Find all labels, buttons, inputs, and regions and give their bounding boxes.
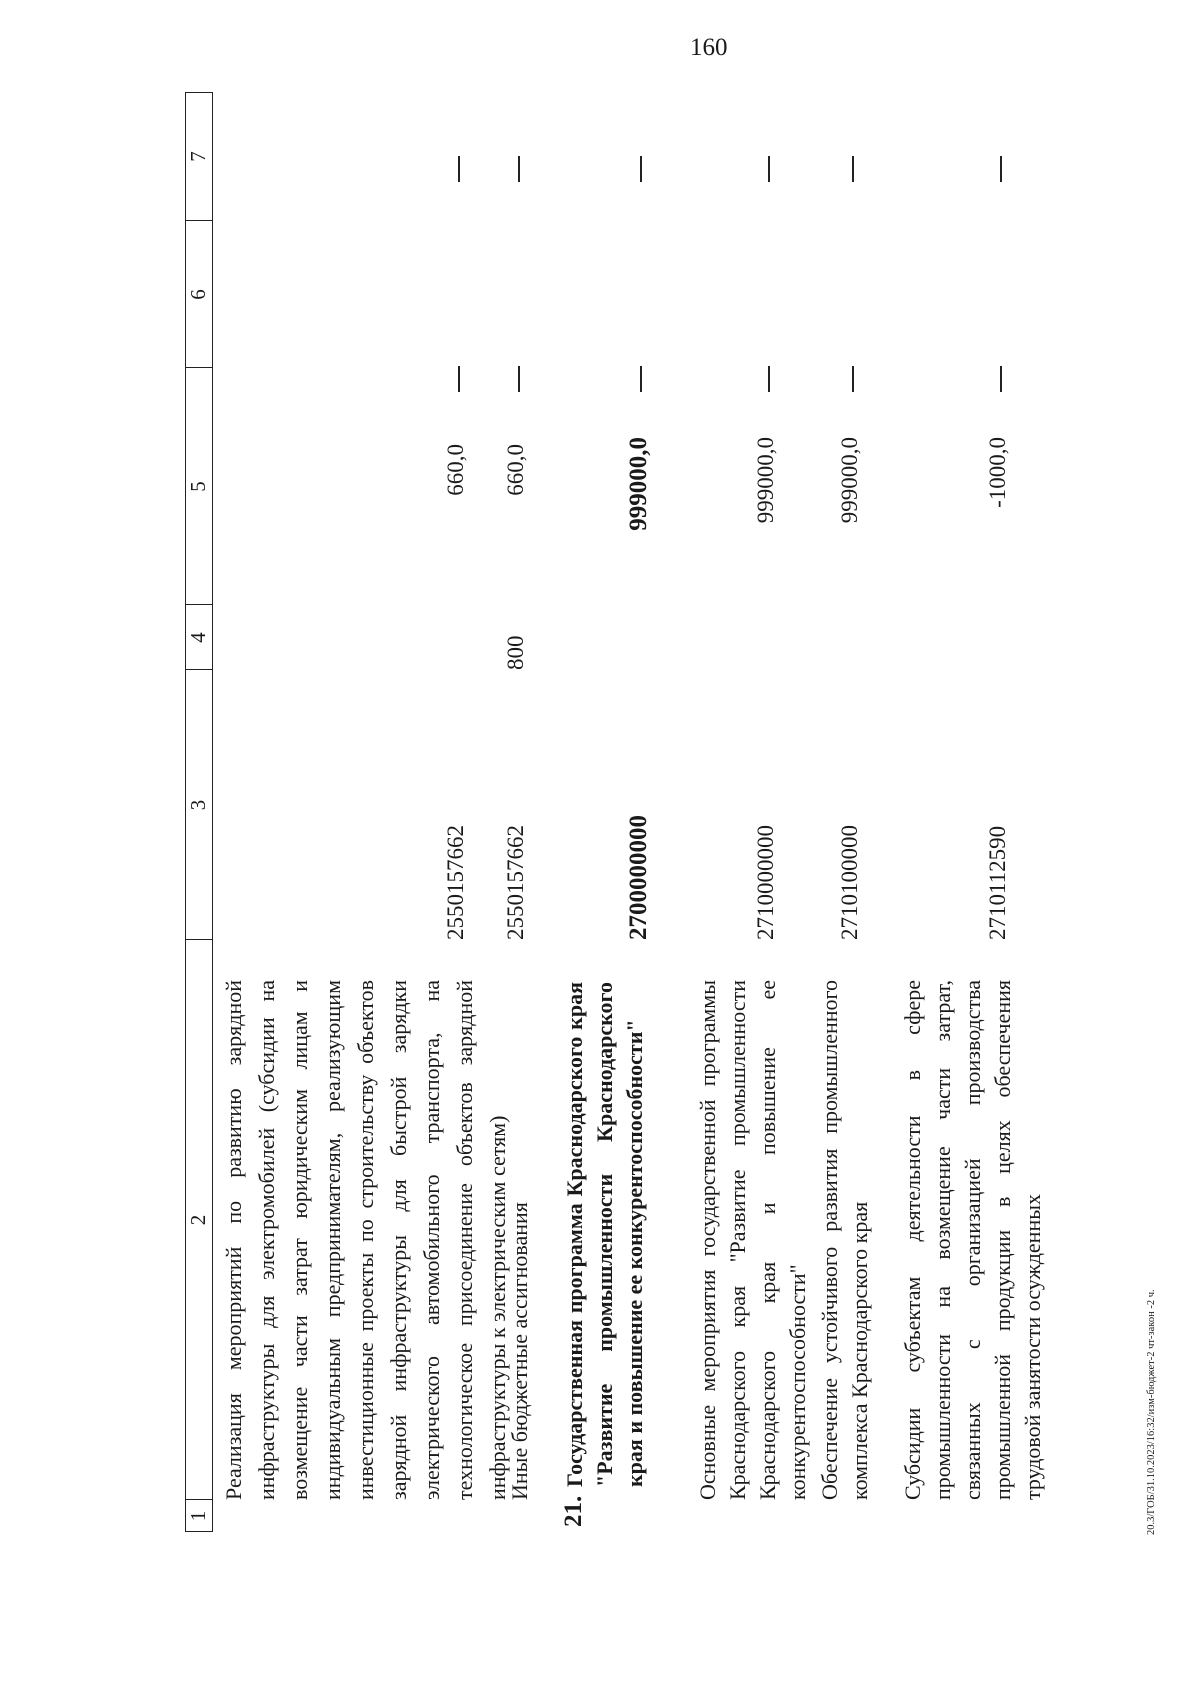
row-dash-col7: [458, 156, 460, 182]
row-name: Реализация мероприятий по развитию зарядной инфраструктуры для электромобилей (субсидии на возмещение части затрат юридическим лицам и индивидуальным предпринимателям, реализующим инвестиционные проекты по строительству объектов зарядной инфраструктуры для быстрой зарядки электрического автомобильного транспорта, на технологическое присоединение объектов зарядной инфраструктуры к электрическим сетям): [221, 980, 510, 1500]
row-name: Иные бюджетные ассигнования: [507, 1202, 532, 1500]
row-dash-col7: [768, 156, 770, 182]
budget-table: [185, 92, 1200, 1532]
header-col-6: 6: [186, 289, 210, 300]
page-number: 160: [690, 34, 728, 61]
row-dash-col6: [518, 366, 520, 392]
row-code: 2550157662: [443, 825, 468, 940]
row-number: 21.: [560, 1495, 587, 1527]
row-amount: -1000,0: [985, 437, 1010, 508]
row-amount: 999000,0: [753, 437, 778, 524]
header-divider: [185, 604, 213, 605]
row-amount: 660,0: [503, 444, 528, 496]
row-code: 2700000000: [625, 815, 652, 940]
header-col-7: 7: [186, 151, 210, 162]
row-dash-col7: [852, 156, 854, 182]
header-col-5: 5: [186, 481, 210, 492]
header-divider: [185, 367, 213, 368]
row-code: 2710000000: [753, 825, 778, 940]
header-col-2: 2: [186, 1214, 210, 1226]
header-col-3: 3: [186, 799, 210, 811]
header-col-4: 4: [186, 632, 210, 643]
row-dash-col6: [640, 366, 642, 392]
row-amount: 999000,0: [837, 437, 862, 524]
header-col-1: 1: [186, 1510, 210, 1522]
row-dash-col7: [640, 156, 642, 182]
row-dash-col6: [768, 366, 770, 392]
row-amount: 999000,0: [625, 437, 652, 531]
row-name: Основные мероприятия государственной программы Краснодарского края "Развитие промышленности Краснодарского края и повышение ее конкурентоспособности": [695, 980, 810, 1500]
row-name: Обеспечение устойчивого развития промышленного комплекса Краснодарского края: [817, 980, 872, 1500]
row-name: Субсидии субъектам деятельности в сфере промышленности на возмещение части затрат, связанных с организацией производства промышленной продукции в целях обеспечения трудовой занятости осужденных: [900, 980, 1045, 1500]
header-divider: [185, 1499, 213, 1500]
header-divider: [185, 220, 213, 221]
row-dash-col7: [1000, 156, 1002, 182]
row-amount: 660,0: [443, 444, 468, 496]
row-kvr: 800: [503, 635, 528, 670]
row-name: Государственная программа Краснодарского края "Развитие промышленности Краснодарского края и повышение ее конкурентоспособности": [562, 982, 647, 1487]
row-dash-col6: [458, 366, 460, 392]
footer-note: 20.3/ГОБ/31.10.2023/16:32/изм-бюджет-2 чт-закон -2 ч.: [1146, 1289, 1157, 1535]
header-divider: [185, 939, 213, 940]
row-code: 2710100000: [837, 825, 862, 940]
row-dash-col6: [1000, 366, 1002, 392]
row-dash-col6: [852, 366, 854, 392]
row-code: 2550157662: [503, 825, 528, 940]
row-code: 2710112590: [985, 825, 1010, 940]
row-dash-col7: [518, 156, 520, 182]
header-divider: [185, 669, 213, 670]
